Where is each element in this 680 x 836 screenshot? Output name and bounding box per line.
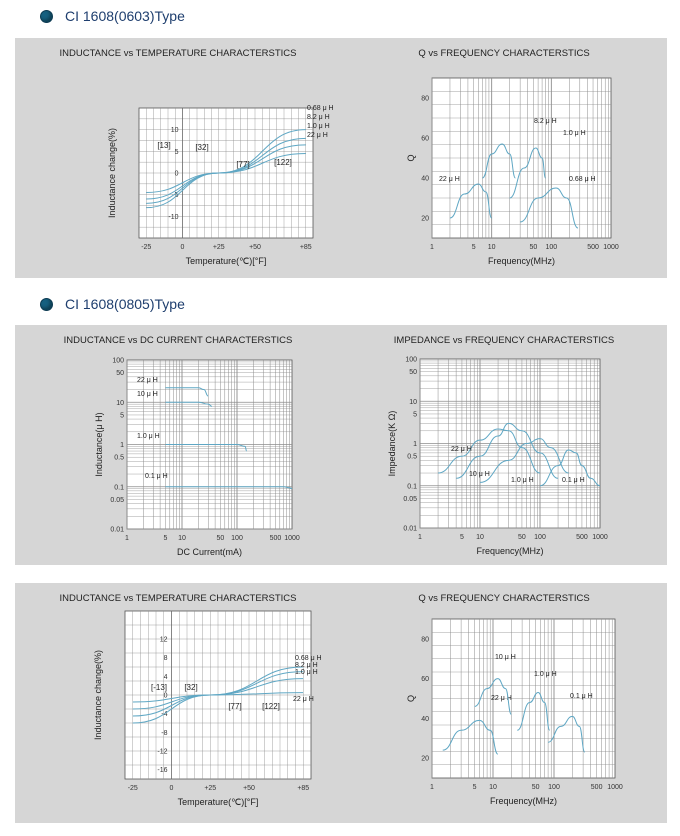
y-tick-label: 10: [409, 398, 417, 406]
y-tick-label: 80: [421, 636, 429, 644]
series-label: 22 μ H: [451, 446, 472, 453]
x-tick-label: 0: [180, 244, 185, 251]
series-label: 0.1 μ H: [562, 477, 585, 484]
y-tick-label: 100: [405, 356, 417, 364]
chart-inductance-dc-current: [15, 325, 341, 565]
x-tick-label: 10: [489, 784, 497, 791]
series-label: 0.1 μ H: [145, 473, 168, 480]
y-tick-label: 100: [112, 357, 124, 365]
x-tick-label: +50: [243, 785, 255, 792]
x-tick-label: 1000: [592, 534, 608, 541]
chart-title: Q vs FREQUENCY CHARACTERSTICS: [418, 593, 590, 604]
y-axis-label: Inductance(μ H): [94, 412, 104, 477]
x-axis-label: Frequency(MHz): [487, 256, 556, 266]
bullet-icon: [40, 10, 53, 23]
series-label: 1.0 μ H: [137, 433, 160, 440]
x-axis-label: Frequency(MHz): [476, 546, 544, 556]
y-tick-label: 0.05: [110, 496, 124, 504]
y-axis-label: Inductance change(%): [107, 127, 117, 219]
chart-panel-0603: [15, 38, 667, 278]
annotation-label: [13]: [157, 141, 171, 150]
series-label: 10 μ H: [469, 471, 490, 478]
series-label: 1.0 μ H: [563, 130, 586, 137]
x-axis-label: DC Current(mA): [176, 547, 243, 557]
y-tick-label: -12: [157, 748, 168, 756]
chart-impedance-frequency: [341, 325, 667, 565]
x-axis-label: Temperature(℃)[°F]: [185, 256, 267, 266]
x-tick-label: 50: [531, 784, 540, 791]
x-tick-label: 50: [216, 535, 225, 542]
y-tick-label: 0: [174, 170, 179, 178]
series-label: 1.0 μ H: [511, 477, 534, 484]
x-tick-label: 50: [518, 534, 526, 541]
y-tick-label: -4: [161, 711, 168, 719]
y-tick-label: 1: [413, 441, 417, 448]
x-tick-label: 500: [576, 534, 588, 541]
chart-title: IMPEDANCE vs FREQUENCY CHARACTERSTICS: [393, 335, 615, 346]
x-tick-label: 100: [548, 784, 560, 791]
x-tick-label: 100: [231, 535, 243, 542]
section-title-text: CI 1608(0805)Type: [65, 296, 185, 312]
bullet-icon: [40, 298, 53, 311]
chart-q-frequency-0603: [341, 38, 667, 278]
chart-inductance-temperature-third: [15, 583, 341, 823]
y-tick-label: 10: [116, 399, 124, 407]
y-tick-label: 20: [421, 755, 429, 763]
series-label: 1.0 μ H: [295, 669, 318, 676]
annotation-label: [-13]: [150, 683, 168, 692]
annotation-label: [122]: [274, 158, 292, 167]
chart-title: INDUCTANCE vs DC CURRENT CHARACTERSTICS: [63, 335, 293, 346]
series-label: 0.68 μ H: [295, 655, 322, 662]
series-label: 22 μ H: [439, 176, 460, 183]
y-tick-label: 60: [421, 676, 429, 684]
chart-q-frequency-third: [341, 583, 667, 823]
series-label: 10 μ H: [137, 391, 158, 398]
annotation-label: [32]: [195, 143, 209, 152]
y-tick-label: 0.5: [407, 453, 417, 461]
series-label: 0.68 μ H: [307, 105, 334, 112]
x-tick-label: 1: [430, 244, 434, 251]
chart-panel-0805: [15, 325, 667, 565]
y-tick-label: 5: [413, 411, 417, 419]
series-label: 22 μ H: [491, 695, 512, 702]
x-tick-label: 500: [269, 535, 282, 542]
y-tick-label: 10: [170, 127, 179, 135]
series-label: 10 μ H: [495, 654, 516, 661]
series-label: 0.1 μ H: [570, 693, 593, 700]
x-tick-label: 500: [587, 244, 599, 251]
x-tick-label: 10: [487, 244, 496, 251]
series-label: 22 μ H: [307, 132, 328, 139]
annotation-label: [77]: [236, 160, 250, 169]
y-tick-label: 60: [421, 135, 429, 143]
chart-title: INDUCTANCE vs TEMPERATURE CHARACTERSTICS: [59, 593, 297, 604]
series-label: 22 μ H: [137, 377, 158, 384]
annotation-label: [77]: [228, 702, 242, 711]
x-tick-label: 5: [471, 244, 476, 251]
y-tick-label: -16: [157, 767, 168, 775]
x-tick-label: 5: [459, 534, 464, 541]
series-label: 8.2 μ H: [295, 662, 318, 669]
x-tick-label: 0: [169, 785, 174, 792]
y-tick-label: 5: [120, 412, 124, 420]
x-tick-label: +25: [212, 244, 225, 251]
y-tick-label: 0.1: [114, 484, 124, 492]
x-tick-label: 1000: [603, 244, 619, 251]
series-label: 0.68 μ H: [569, 176, 596, 183]
y-tick-label: 0.01: [110, 526, 124, 534]
annotation-label: [32]: [184, 683, 198, 692]
chart-title: INDUCTANCE vs TEMPERATURE CHARACTERSTICS: [59, 48, 297, 59]
x-tick-label: 10: [178, 535, 186, 542]
x-tick-label: 1000: [607, 784, 623, 791]
y-tick-label: 0.05: [403, 495, 417, 503]
y-tick-label: 12: [159, 636, 168, 644]
y-tick-label: 50: [116, 370, 124, 378]
section-title-0805: [40, 296, 185, 312]
y-tick-label: 40: [421, 715, 429, 723]
x-tick-label: 10: [476, 534, 484, 541]
y-tick-label: 80: [421, 95, 429, 103]
y-tick-label: 0.01: [403, 525, 417, 533]
series-label: 8.2 μ H: [534, 118, 557, 125]
y-axis-label: Impedance(K Ω): [387, 410, 397, 477]
y-axis-label: Q: [406, 154, 416, 162]
chart-inductance-temperature-0603: [15, 38, 341, 278]
y-tick-label: 20: [421, 215, 429, 223]
y-tick-label: 8: [163, 655, 168, 663]
series-label: 1.0 μ H: [307, 123, 330, 130]
y-tick-label: 5: [174, 148, 179, 156]
y-axis-label: Inductance change(%): [93, 649, 103, 741]
x-tick-label: -25: [141, 244, 152, 251]
x-tick-label: 1: [430, 784, 434, 791]
y-tick-label: -8: [161, 729, 168, 737]
x-tick-label: +25: [204, 785, 217, 792]
y-tick-label: -10: [168, 213, 179, 221]
x-tick-label: +50: [249, 244, 261, 251]
y-tick-label: 0.5: [114, 454, 124, 462]
section-title-text: CI 1608(0603)Type: [65, 8, 185, 24]
x-tick-label: 100: [545, 244, 558, 251]
y-tick-label: 0: [163, 692, 168, 700]
y-tick-label: 0.1: [407, 483, 417, 491]
y-tick-label: 4: [163, 673, 168, 681]
x-tick-label: 1: [418, 534, 422, 541]
y-tick-label: -5: [172, 192, 179, 200]
y-tick-label: 40: [421, 175, 429, 183]
x-tick-label: 100: [534, 534, 546, 541]
x-tick-label: 50: [529, 244, 538, 251]
chart-panel-third: [15, 583, 667, 823]
x-tick-label: 1: [125, 535, 129, 542]
x-tick-label: 1000: [284, 535, 300, 542]
x-axis-label: Temperature(℃)[°F]: [177, 797, 259, 807]
x-tick-label: 500: [590, 784, 603, 791]
x-axis-label: Frequency(MHz): [489, 796, 558, 806]
series-label: 1.0 μ H: [534, 671, 557, 678]
series-label: 22 μ H: [293, 696, 314, 703]
x-tick-label: 5: [472, 784, 477, 791]
series-label: 8.2 μ H: [307, 114, 330, 121]
x-tick-label: +85: [297, 785, 310, 792]
x-tick-label: +85: [299, 244, 312, 251]
section-title-0603: [40, 8, 185, 24]
x-tick-label: -25: [127, 785, 138, 792]
annotation-label: [122]: [262, 702, 280, 711]
y-tick-label: 1: [120, 442, 124, 449]
y-tick-label: 50: [409, 369, 417, 377]
chart-title: Q vs FREQUENCY CHARACTERSTICS: [418, 48, 590, 59]
x-tick-label: 5: [163, 535, 168, 542]
y-axis-label: Q: [406, 694, 416, 703]
